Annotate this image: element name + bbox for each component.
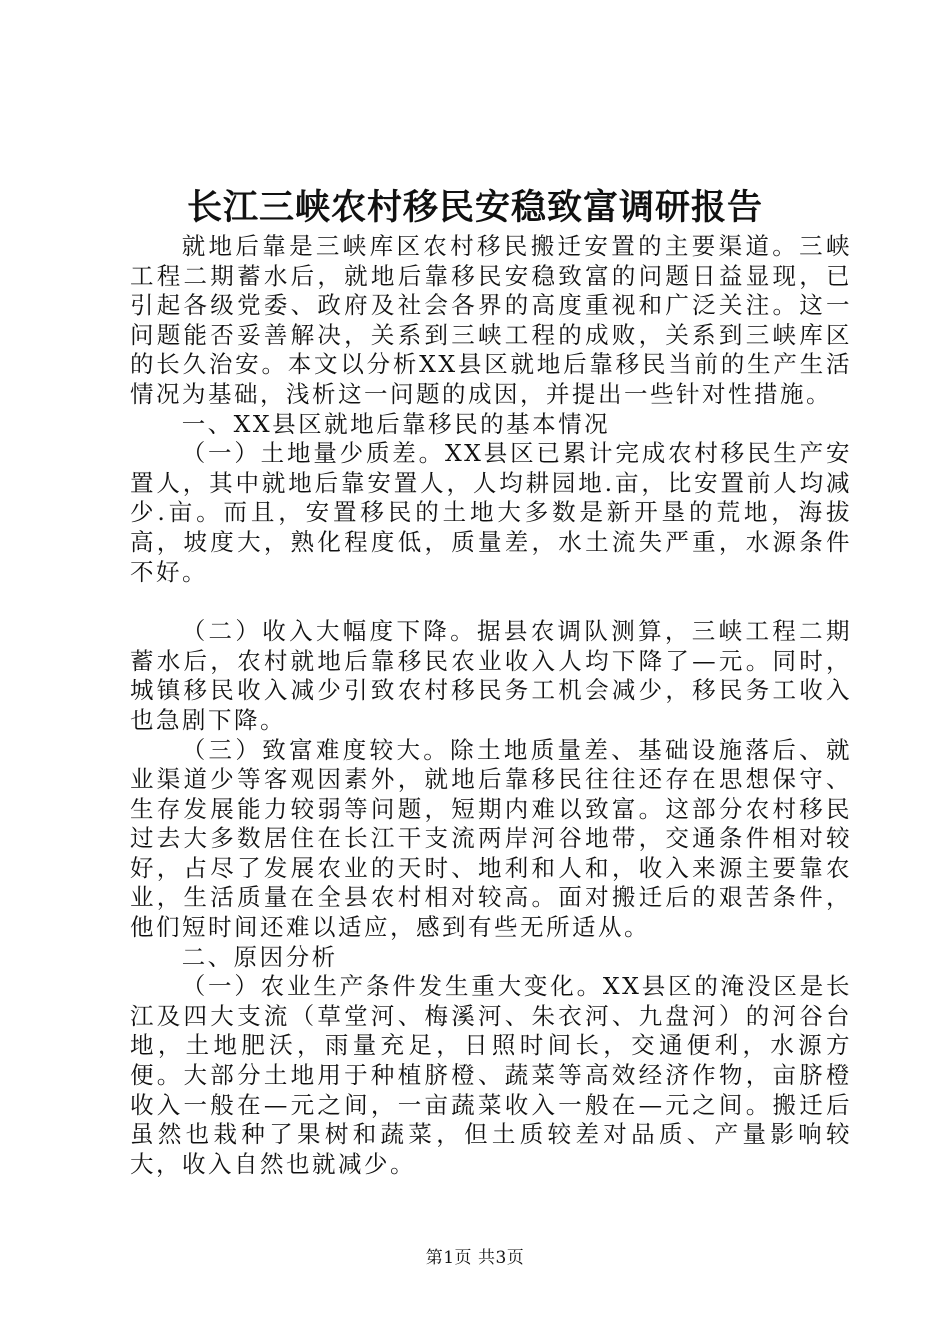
subsection-paragraph-2-1: （一）农业生产条件发生重大变化。XX县区的淹没区是长江及四大支流（草堂河、梅溪河、朱衣河、九盘河）的河谷台地，土地肥沃，雨量充足，日照时间长，交通便利，水源方便。大部分土地用于种植脐橙、蔬菜等高效经济作物，亩脐橙收入一般在—元之间，一亩蔬菜收入一般在—元之间。搬迁后虽然也栽种了果树和蔬菜，但土质较差对品质、产量影响较大，收入自然也就减少。: [130, 972, 852, 1178]
subsection-paragraph-1-2: （二）收入大幅度下降。据县农调队测算，三峡工程二期蓄水后，农村就地后靠移民农业收入人均下降了—元。同时，城镇移民收入减少引致农村移民务工机会减少，移民务工收入也急剧下降。: [130, 617, 852, 734]
intro-paragraph: 就地后靠是三峡库区农村移民搬迁安置的主要渠道。三峡工程二期蓄水后，就地后靠移民安稳致富的问题日益显现，已引起各级党委、政府及社会各界的高度重视和广泛关注。这一问题能否妥善解决，关系到三峡工程的成败，关系到三峡库区的长久治安。本文以分析XX县区就地后靠移民当前的生产生活情况为基础，浅析这一问题的成因，并提出一些针对性措施。: [130, 232, 852, 408]
document-body: [130, 232, 852, 1179]
document-title: 长江三峡农村移民安稳致富调研报告: [186, 187, 763, 228]
paragraph-spacer: [130, 587, 852, 617]
subsection-paragraph-1-1: （一）土地量少质差。XX县区已累计完成农村移民生产安置人，其中就地后靠安置人，人均耕园地.亩，比安置前人均减少.亩。而且，安置移民的土地大多数是新开垦的荒地，海拔高，坡度大，熟化程度低，质量差，水土流失严重，水源条件不好。: [130, 439, 852, 586]
section-heading-1: 一、XX县区就地后靠移民的基本情况: [181, 409, 611, 438]
page-number-footer: 第1页 共3页: [425, 1248, 525, 1268]
subsection-paragraph-1-3: （三）致富难度较大。除土地质量差、基础设施落后、就业渠道少等客观因素外，就地后靠移民往往还存在思想保守、生存发展能力较弱等问题，短期内难以致富。这部分农村移民过去大多数居住在长江干支流两岸河谷地带，交通条件相对较好，占尽了发展农业的天时、地利和人和，收入来源主要靠农业，生活质量在全县农村相对较高。面对搬迁后的艰苦条件，他们短时间还难以适应，感到有些无所适从。: [130, 735, 852, 942]
section-heading-2: 二、原因分析: [181, 942, 338, 971]
